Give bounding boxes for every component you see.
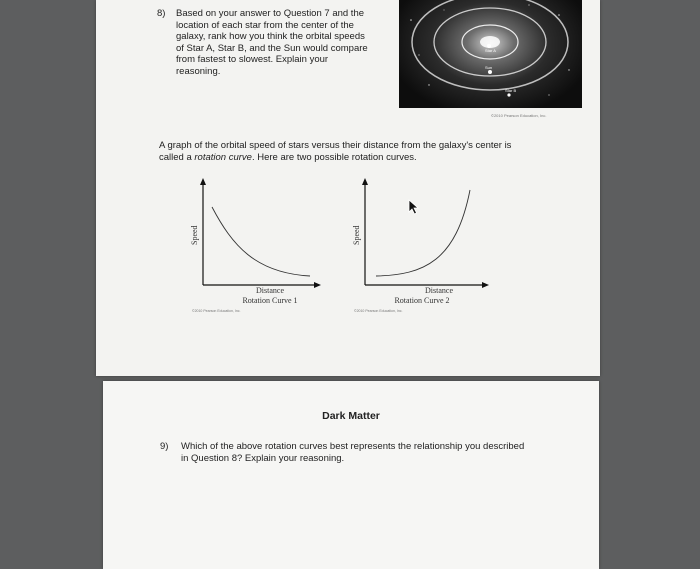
graph-1-caption: Rotation Curve 1 bbox=[242, 296, 298, 305]
worksheet-page-2 bbox=[103, 381, 599, 569]
image-credit: ©2010 Pearson Education, Inc. bbox=[491, 113, 547, 118]
intro-text-italic: rotation curve bbox=[194, 151, 252, 163]
question-8-text: Based on your answer to Question 7 and the location of each star from the center of the galaxy, rank how you think the orbital speeds of Star A, Star B, and the Sun would compare from fastest to slowest. Explain your reasoning. bbox=[176, 8, 368, 77]
x-axis-arrow bbox=[314, 282, 321, 288]
graph-2-credit: ©2010 Pearson Education, Inc. bbox=[354, 309, 403, 313]
section-title: Dark Matter bbox=[322, 410, 380, 422]
sun-label: Sun bbox=[485, 65, 493, 70]
graph-1-ylabel: Speed bbox=[190, 225, 199, 245]
curve-2-line bbox=[376, 190, 470, 276]
mouse-pointer-icon bbox=[408, 199, 420, 215]
galaxy-image bbox=[399, 0, 582, 108]
intro-text-part1: A graph of the orbital speed of stars versus their distance from the galaxy's center is called a bbox=[159, 140, 512, 163]
question-9-text: Which of the above rotation curves best represents the relationship you described in Question 8? Explain your reasoning. bbox=[181, 441, 525, 464]
rotation-curve-intro bbox=[159, 140, 549, 163]
worksheet-page-1 bbox=[96, 0, 600, 376]
intro-text-part2: . Here are two possible rotation curves. bbox=[251, 151, 417, 163]
question-9-number: 9) bbox=[160, 441, 169, 452]
graph-1-xlabel: Distance bbox=[256, 286, 284, 295]
question-8-number: 8) bbox=[157, 8, 166, 19]
star-a-label: Star A bbox=[485, 48, 496, 53]
graph-1-credit: ©2010 Pearson Education, Inc. bbox=[192, 309, 241, 313]
star-b-label: Star B bbox=[505, 88, 517, 93]
graph-2-xlabel: Distance bbox=[425, 286, 453, 295]
rotation-curve-1-graph bbox=[180, 175, 330, 315]
graph-2-caption: Rotation Curve 2 bbox=[394, 296, 450, 305]
galaxy-illustration bbox=[399, 0, 582, 108]
y-axis-arrow bbox=[200, 178, 206, 185]
rotation-curve-2-graph bbox=[344, 175, 499, 315]
curve-1-line bbox=[212, 207, 310, 276]
x-axis-arrow bbox=[482, 282, 489, 288]
y-axis-arrow bbox=[362, 178, 368, 185]
graph-2-ylabel: Speed bbox=[352, 225, 361, 245]
